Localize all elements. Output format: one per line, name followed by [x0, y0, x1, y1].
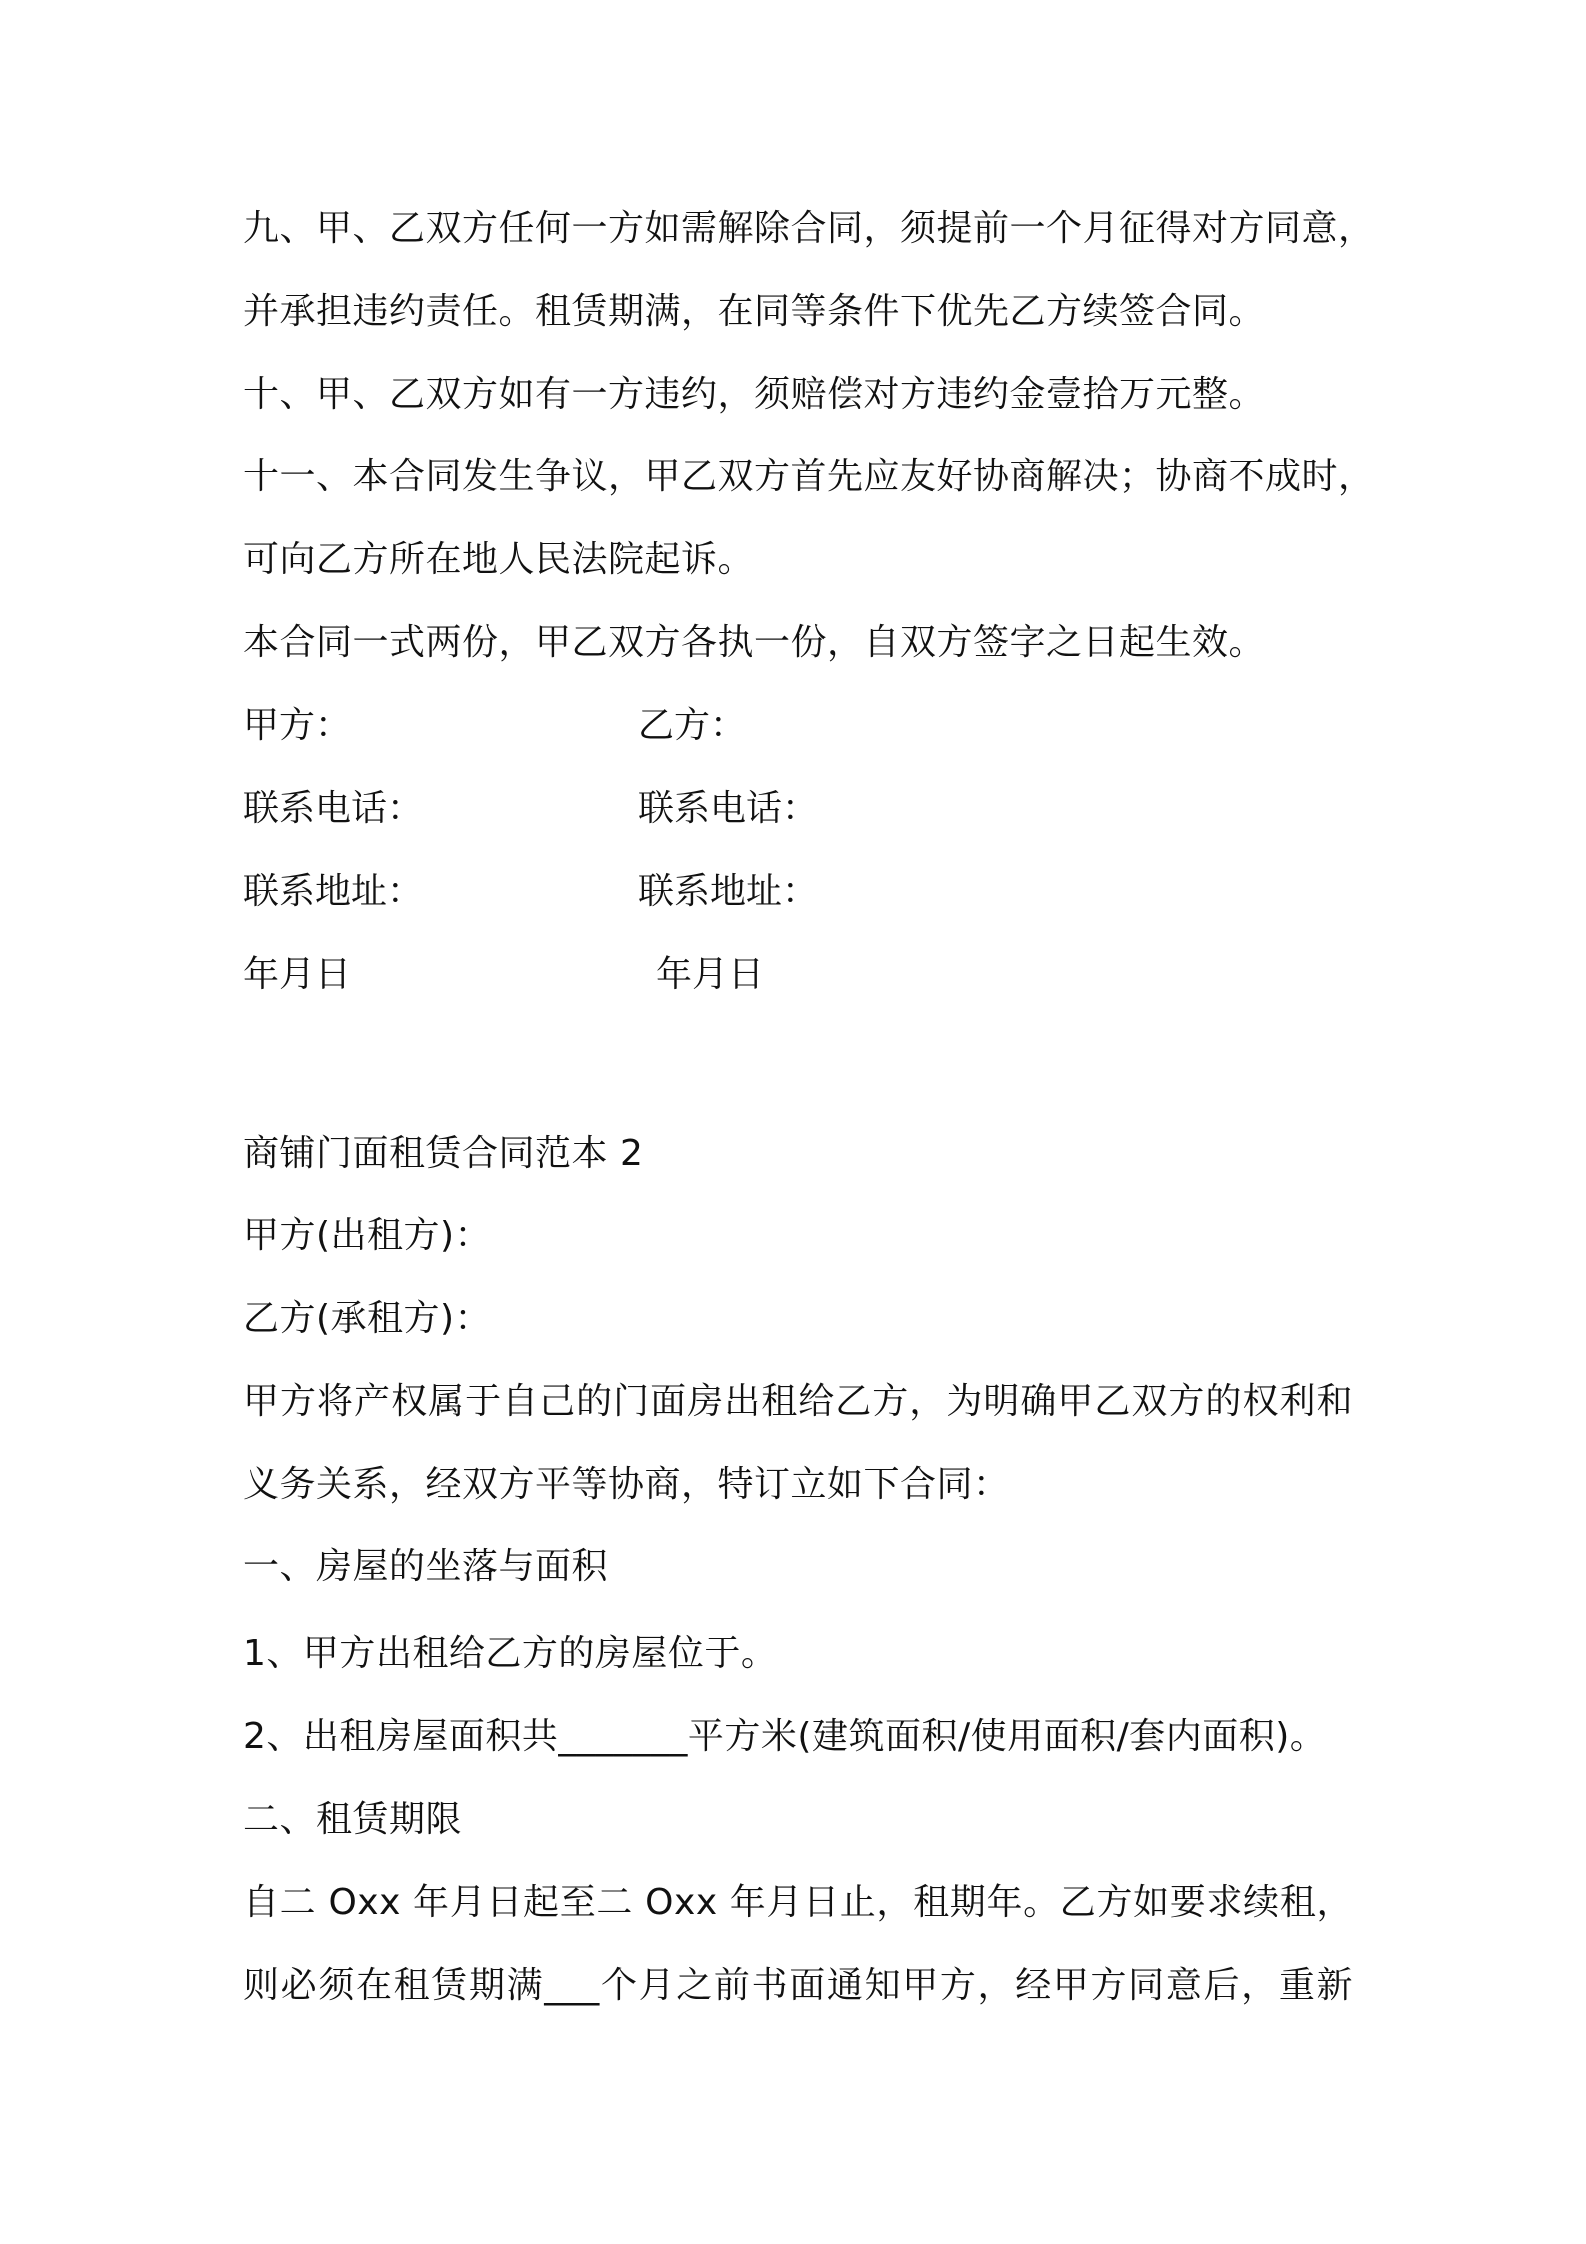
lease-term-line-2: 则必须在租赁期满___个月之前书面通知甲方，经甲方同意后，重新	[243, 1965, 1353, 2006]
clause-9-line-1: 九、甲、乙双方任何一方如需解除合同，须提前一个月征得对方同意，	[243, 208, 1375, 249]
section-1-item-1: 1、甲方出租给乙方的房屋位于。	[243, 1633, 778, 1674]
contract-2-title: 商铺门面租赁合同范本 2	[243, 1133, 644, 1174]
party-a-date-label: 年月日	[243, 954, 352, 995]
party-b-address-label: 联系地址：	[638, 871, 819, 912]
clause-10: 十、甲、乙双方如有一方违约，须赔偿对方违约金壹拾万元整。	[243, 374, 1266, 415]
copies-clause: 本合同一式两份，甲乙双方各执一份，自双方签字之日起生效。	[243, 622, 1266, 663]
clause-11-line-1: 十一、本合同发生争议，甲乙双方首先应友好协商解决；协商不成时，	[243, 456, 1375, 497]
party-a-phone-label: 联系电话：	[243, 788, 424, 829]
party-b-date-label: 年月日	[656, 954, 765, 995]
party-a-address-label: 联系地址：	[243, 871, 424, 912]
section-1-item-2: 2、出租房屋面积共_______平方米(建筑面积/使用面积/套内面积)。	[243, 1716, 1327, 1757]
lessee-label: 乙方(承租方)：	[243, 1298, 492, 1339]
party-a-label: 甲方：	[243, 705, 352, 746]
intro-line-2: 义务关系，经双方平等协商，特订立如下合同：	[243, 1464, 1010, 1505]
party-b-phone-label: 联系电话：	[638, 788, 819, 829]
lessor-label: 甲方(出租方)：	[243, 1215, 492, 1256]
clause-11-line-2: 可向乙方所在地人民法院起诉。	[243, 539, 755, 580]
lease-term-line-1: 自二 Oxx 年月日起至二 Oxx 年月日止，租期年。乙方如要求续租，	[243, 1882, 1353, 1923]
clause-9-line-2: 并承担违约责任。租赁期满，在同等条件下优先乙方续签合同。	[243, 291, 1266, 332]
section-2-heading: 二、租赁期限	[243, 1799, 463, 1840]
party-b-label: 乙方：	[638, 705, 747, 746]
intro-line-1: 甲方将产权属于自己的门面房出租给乙方，为明确甲乙双方的权利和	[243, 1381, 1353, 1422]
section-1-heading: 一、房屋的坐落与面积	[243, 1546, 609, 1587]
